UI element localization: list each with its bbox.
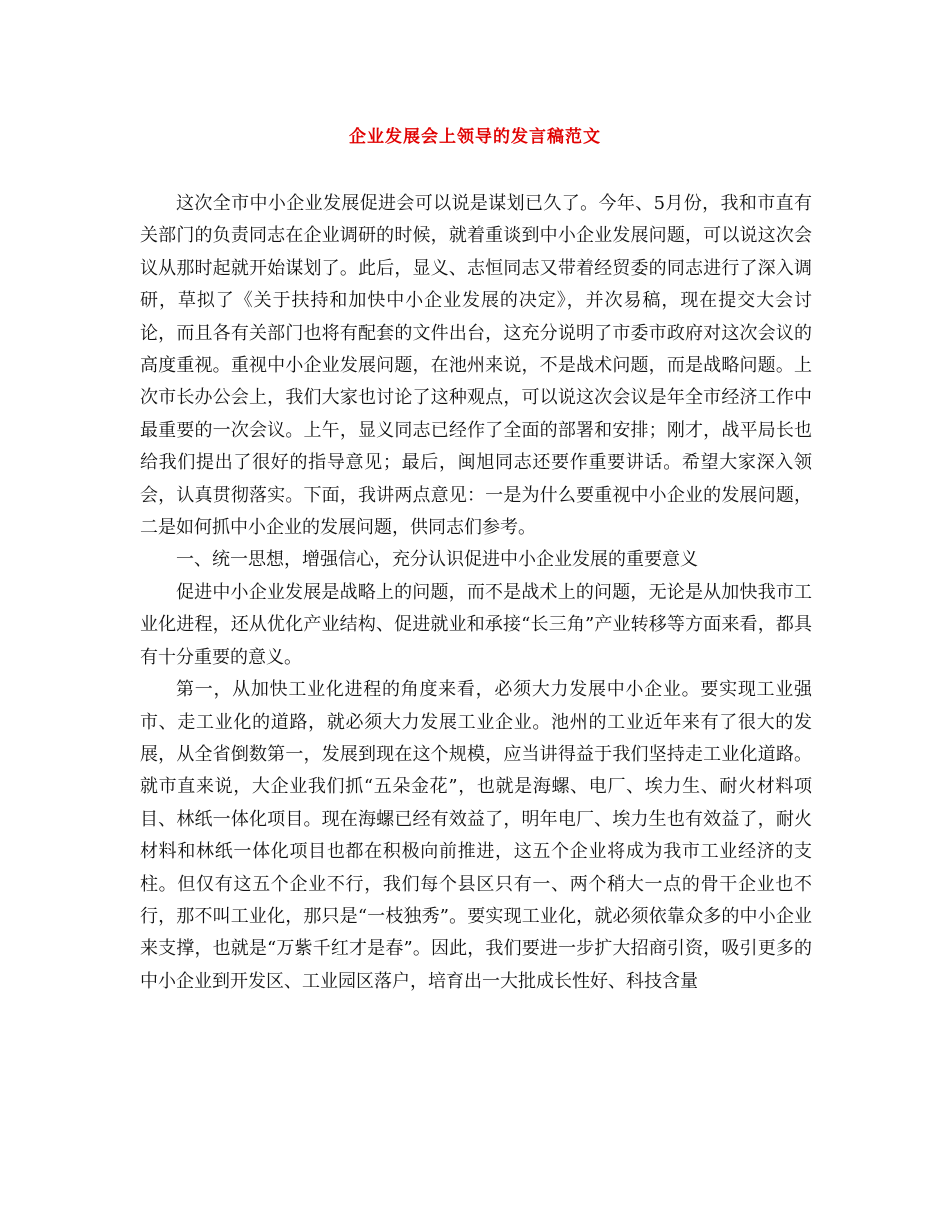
- document-body: [140, 188, 812, 998]
- document-title: 企业发展会上领导的发言稿范文: [349, 127, 601, 147]
- paragraph-intro: 这次全市中小企业发展促进会可以说是谋划已久了。今年、5月份，我和市直有关部门的负责同志在企业调研的时候，就着重谈到中小企业发展问题，可以说这次会议从那时起就开始谋划了。此后，显义、志恒同志又带着经贸委的同志进行了深入调研，草拟了《关于扶持和加快中小企业发展的决定》，并次易稿，现在提交大会讨论，而且各有关部门也将有配套的文件出台，这充分说明了市委市政府对这次会议的高度重视。重视中小企业发展问题，在池州来说，不是战术问题，而是战略问题。上次市长办公会上，我们大家也讨论了这种观点，可以说这次会议是年全市经济工作中最重要的一次会议。上午，显义同志已经作了全面的部署和安排；刚才，战平局长也给我们提出了很好的指导意见；最后，闽旭同志还要作重要讲话。希望大家深入领会，认真贯彻落实。下面，我讲两点意见：一是为什么要重视中小企业的发展问题，二是如何抓中小企业的发展问题，供同志们参考。: [140, 193, 812, 539]
- paragraph-section-heading: 一、统一思想，增强信心，充分认识促进中小企业发展的重要意义: [176, 549, 698, 571]
- paragraph-significance: 促进中小企业发展是战略上的问题，而不是战术上的问题，无论是从加快我市工业化进程，还从优化产业结构、促进就业和承接“长三角”产业转移等方面来看，都具有十分重要的意义。: [140, 581, 812, 668]
- paragraph-first-point: 第一，从加快工业化进程的角度来看，必须大力发展中小企业。要实现工业强市、走工业化的道路，就必须大力发展工业企业。池州的工业近年来有了很大的发展，从全省倒数第一，发展到现在这个规模，应当讲得益于我们坚持走工业化道路。就市直来说，大企业我们抓“五朵金花”，也就是海螺、电厂、埃力生、耐火材料项目、林纸一体化项目。现在海螺已经有效益了，明年电厂、埃力生也有效益了，耐火材料和林纸一体化项目也都在积极向前推进，这五个企业将成为我市工业经济的支柱。但仅有这五个企业不行，我们每个县区只有一、两个稍大一点的骨干企业也不行，那不叫工业化，那只是“一枝独秀”。要实现工业化，就必须依靠众多的中小企业来支撑，也就是“万紫千红才是春”。因此，我们要进一步扩大招商引资，吸引更多的中小企业到开发区、工业园区落户，培育出一大批成长性好、科技含量: [140, 679, 812, 992]
